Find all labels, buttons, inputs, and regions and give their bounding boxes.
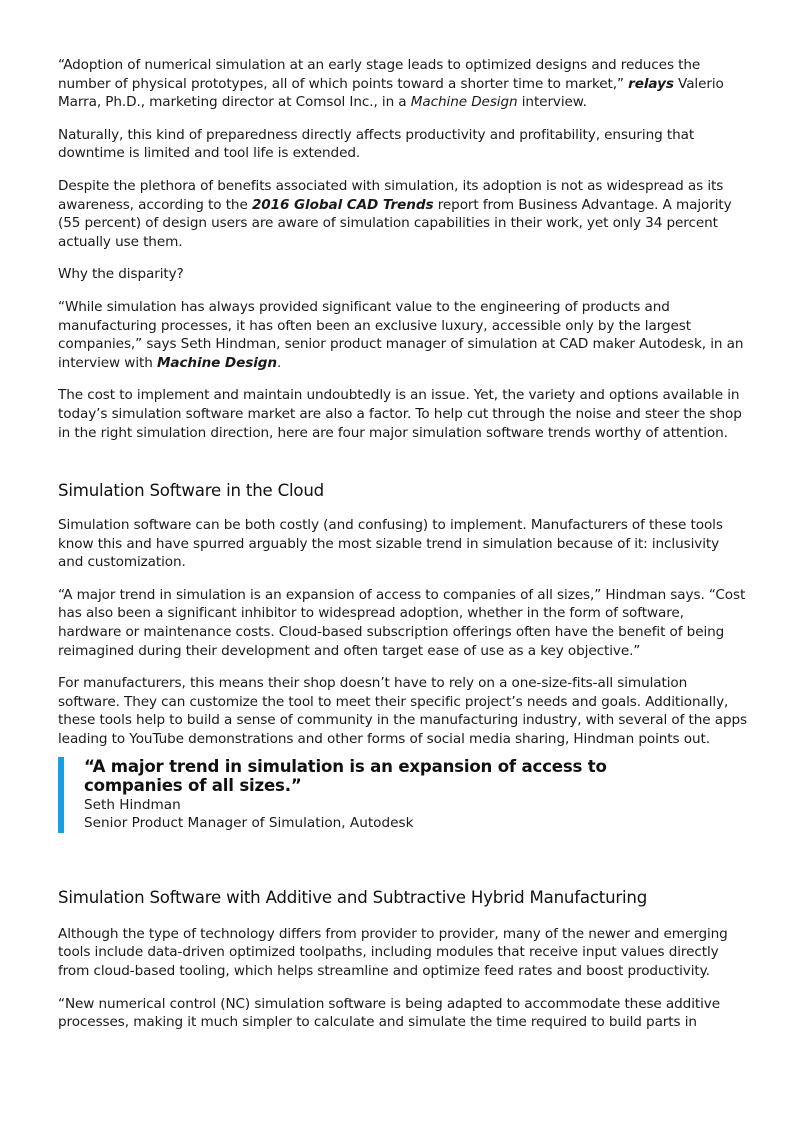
article-body (58, 56, 748, 1046)
paragraph-luxury: “While simulation has always provided significant value to the engineering of products and manufacturing processes, it has often been an exclusive luxury, accessible only by the largest companies,” says Seth Hindman, senior product manager of simulation at CAD maker Autodesk, in an interview with Machine Design. (58, 298, 744, 371)
link-relays[interactable]: relays (628, 75, 674, 92)
paragraph-hybrid-2: “New numerical control (NC) simulation software is being adapted to accommodate these additive processes, making it much simpler to calculate and simulate the time required to build parts in (58, 995, 720, 1031)
paragraph-cloud-2: “A major trend in simulation is an expansion of access to companies of all sizes,” Hindman says. “Cost has also been a significant inhibitor to widespread adoption, whether in the form of software, hardware or maintenance costs. Cloud-based subscription offerings often have the benefit of being reimagined during their development and often target ease of use as a key objective.” (58, 586, 746, 659)
quote-author-title: Senior Product Manager of Simulation, Autodesk (84, 815, 414, 832)
paragraph-hybrid-1: Although the type of technology differs from provider to provider, many of the newer and emerging tools include data-driven optimized toolpaths, including modules that receive input values directly from cloud-based tooling, which helps streamline and optimize feed rates and boost productivity. (58, 925, 728, 979)
link-cad-trends[interactable]: 2016 Global CAD Trends (251, 196, 434, 213)
publication-name: Machine Design (410, 94, 518, 111)
pull-quote (58, 757, 748, 833)
paragraph-preparedness: Naturally, this kind of preparedness directly affects productivity and profitability, ensuring that downtime is limited and tool life is extended. (58, 126, 695, 162)
paragraph-adoption: “Adoption of numerical simulation at an early stage leads to optimized designs and reduces the number of physical prototypes, all of which points toward a shorter time to market,” relays Valerio Marra, Ph.D., marketing director at Comsol Inc., in a Machine Design interview. (58, 57, 724, 111)
paragraph-cost: The cost to implement and maintain undoubtedly is an issue. Yet, the variety and options available in today’s simulation software market are also a factor. To help cut through the noise and steer the shop in the right simulation direction, here are four major simulation software trends worthy of attention. (58, 387, 742, 441)
paragraph-disparity: Why the disparity? (58, 266, 184, 283)
paragraph-plethora: Despite the plethora of benefits associated with simulation, its adoption is not as widespread as its awareness, according to the 2016 Global CAD Trends report from Business Advantage. A majority (55 percent) of design users are aware of simulation capabilities in their work, yet only 34 percent actually use them. (58, 177, 732, 250)
quote-accent-bar (58, 757, 64, 833)
link-machine-design[interactable]: Machine Design (156, 354, 277, 371)
quote-text: “A major trend in simulation is an expansion of access to companies of all sizes.” (84, 756, 607, 796)
heading-cloud: Simulation Software in the Cloud (58, 481, 324, 501)
quote-author: Seth Hindman (84, 796, 181, 813)
paragraph-cloud-1: Simulation software can be both costly (and confusing) to implement. Manufacturers of these tools know this and have spurred arguably the most sizable trend in simulation because of it: inclusivity and customization. (58, 517, 723, 571)
heading-hybrid: Simulation Software with Additive and Subtractive Hybrid Manufacturing (58, 887, 648, 907)
paragraph-cloud-3: For manufacturers, this means their shop doesn’t have to rely on a one-size-fits-all simulation software. They can customize the tool to meet their specific project’s needs and goals. Additionally, these tools help to build a sense of community in the manufacturing industry, with several of the apps leading to YouTube demonstrations and other forms of social media sharing, Hindman points out. (58, 675, 748, 748)
